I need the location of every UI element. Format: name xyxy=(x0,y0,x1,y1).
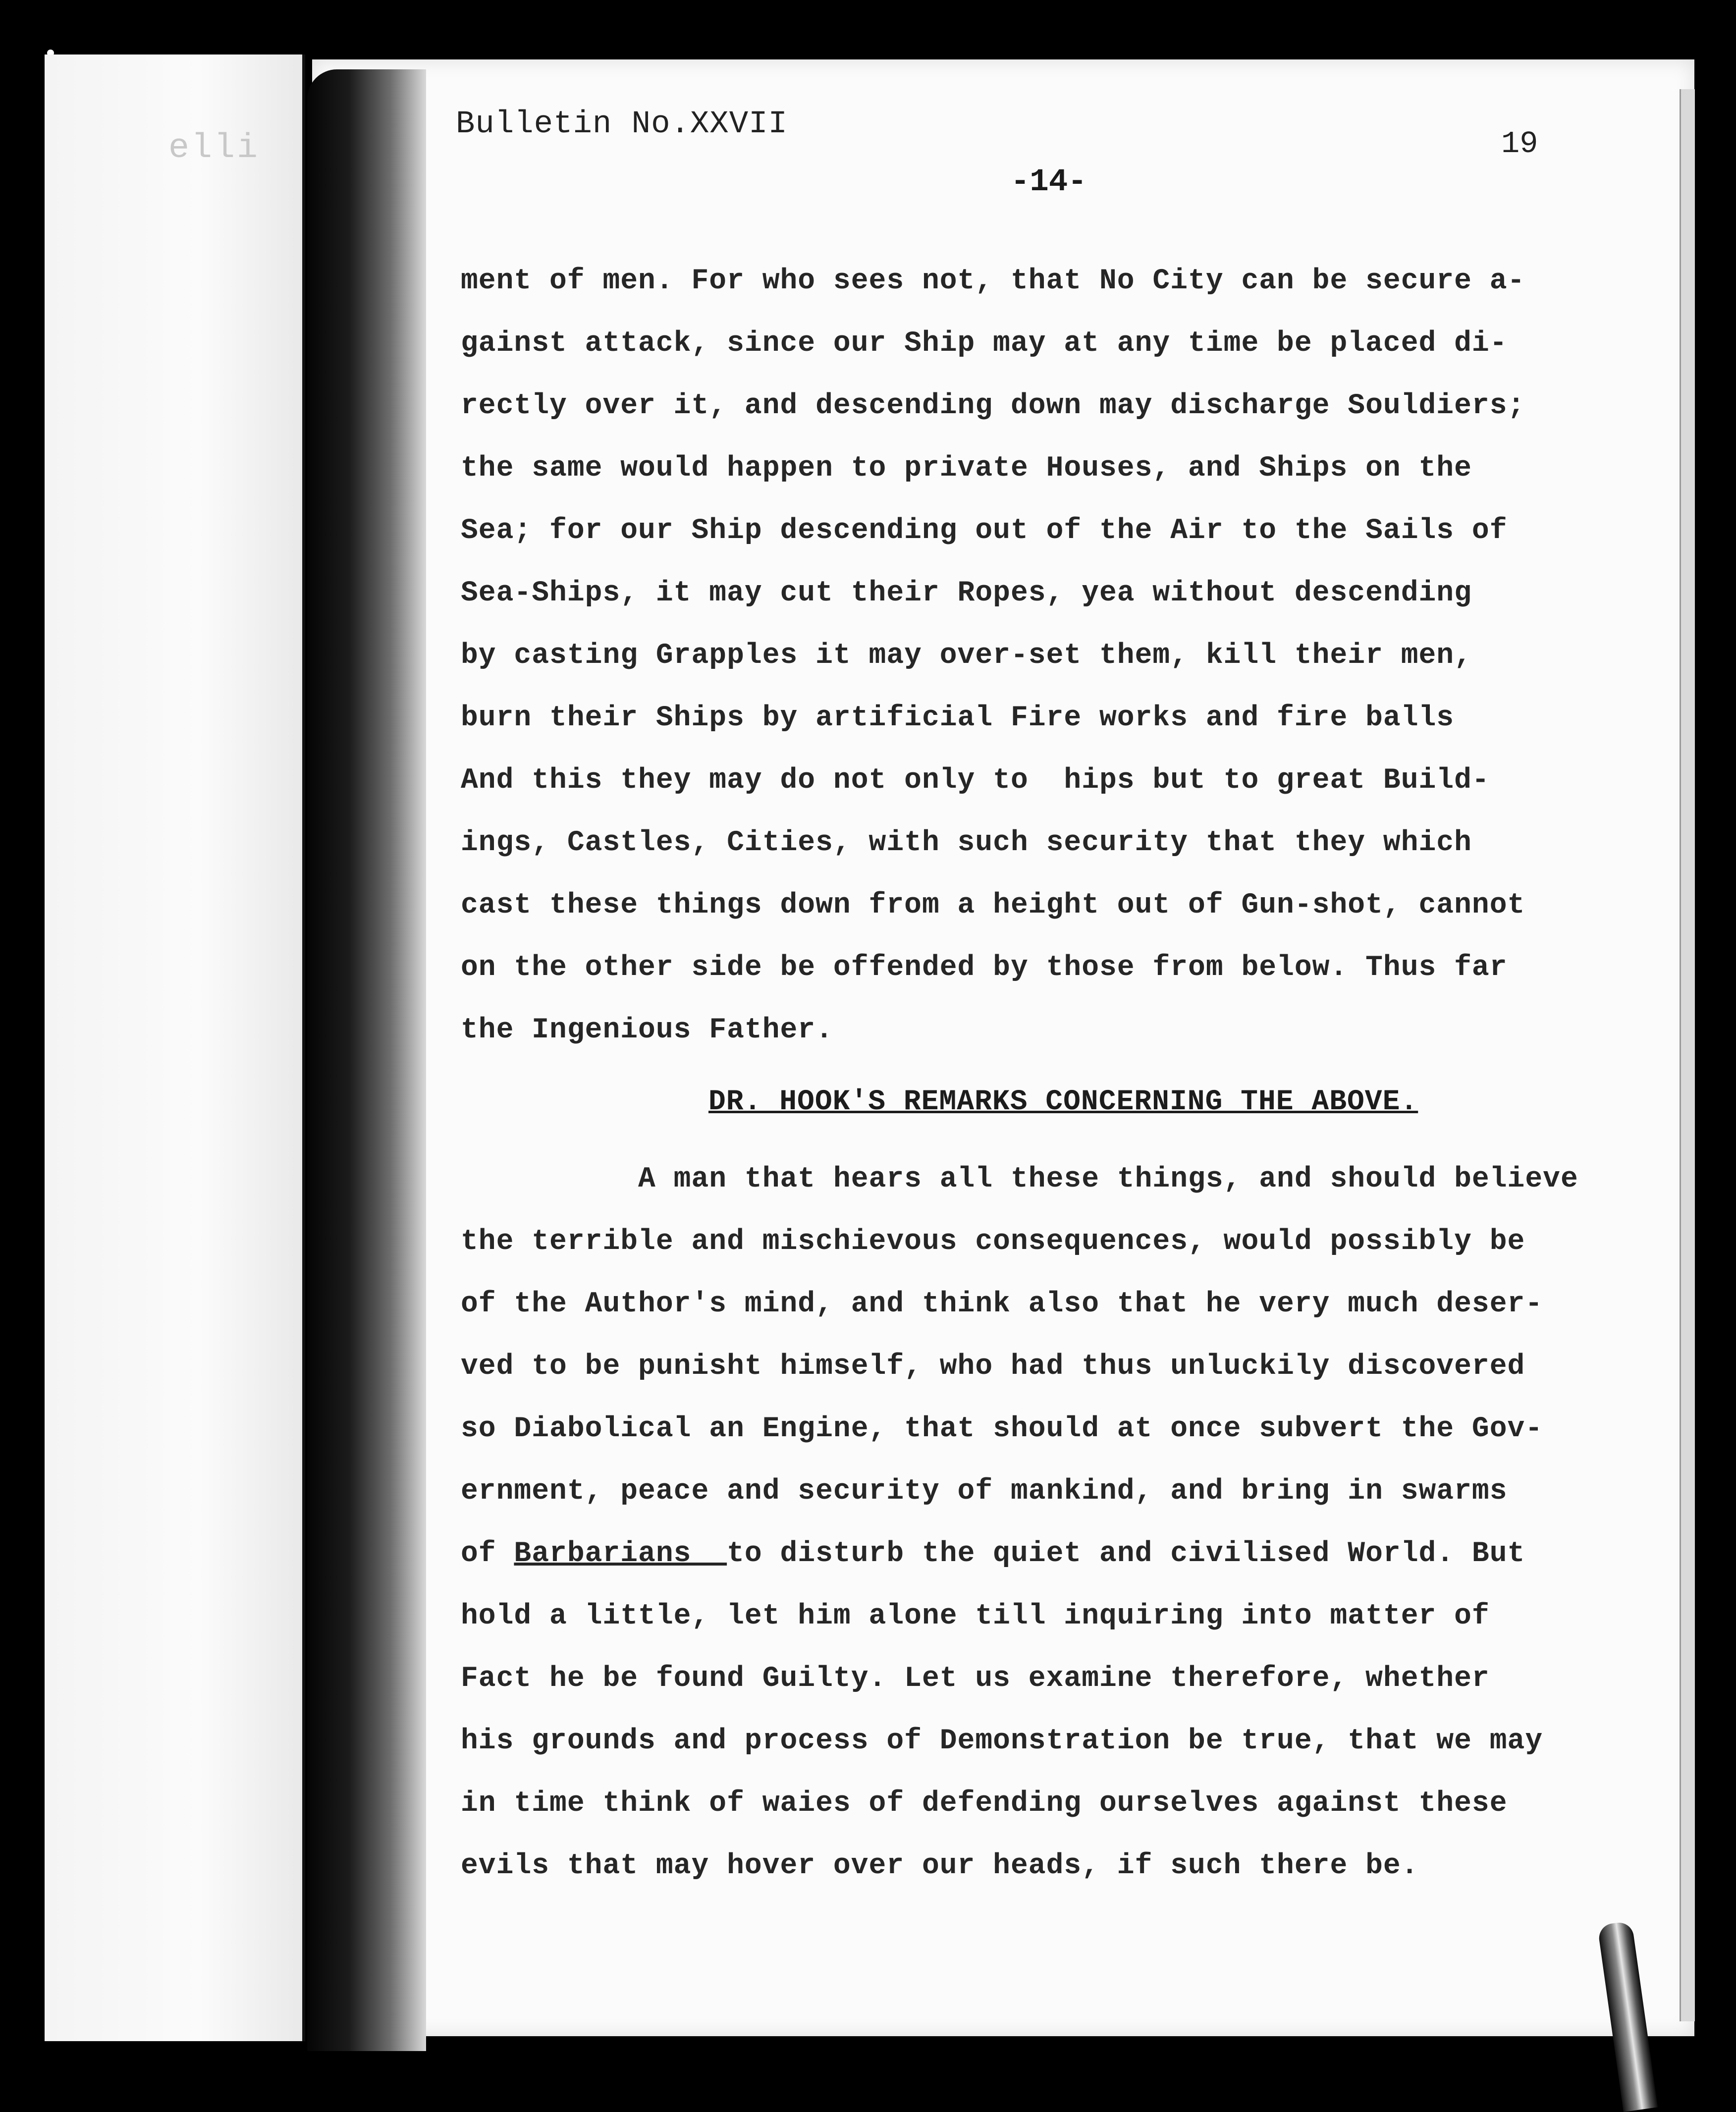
text-line: the same would happen to private Houses, and Ships on the xyxy=(461,452,1472,485)
previous-page-ghost-text: elli xyxy=(168,129,260,168)
spine-shadow xyxy=(307,69,426,2051)
text-line: A man that hears all these things, and should believe xyxy=(461,1163,1578,1195)
text-line: burn their Ships by artificial Fire works and fire balls xyxy=(461,702,1455,734)
text-line-barbarians xyxy=(461,1523,1615,1585)
paragraph-two xyxy=(461,1148,1615,1897)
text-line: the Ingenious Father. xyxy=(461,1014,833,1046)
text-line: hold a little, let him alone till inquiring into matter of xyxy=(461,1600,1490,1632)
text-line: Sea; for our Ship descending out of the Air to the Sails of xyxy=(461,515,1508,547)
text-line: cast these things down from a height out of Gun-shot, cannot xyxy=(461,889,1525,921)
page-stack-edge xyxy=(1680,89,1695,2021)
text-line: so Diabolical an Engine, that should at once subvert the Gov- xyxy=(461,1413,1543,1445)
text-line: evils that may hover over our heads, if such there be. xyxy=(461,1850,1419,1882)
text-line: the terrible and mischievous consequences, would possibly be xyxy=(461,1226,1525,1258)
text-line: by casting Grapples it may over-set them, kill their men, xyxy=(461,640,1472,672)
paragraph-one xyxy=(461,250,1615,1062)
page-number-right: 19 xyxy=(1501,126,1538,162)
text-line: And this they may do not only to hips but to great Build- xyxy=(461,764,1490,797)
line-prefix: of xyxy=(461,1538,514,1570)
text-line: Fact he be found Guilty. Let us examine therefore, whether xyxy=(461,1663,1490,1695)
text-line: rectly over it, and descending down may discharge Souldiers; xyxy=(461,390,1525,422)
text-line: ings, Castles, Cities, with such security that they which xyxy=(461,827,1472,859)
line-suffix: to disturb the quiet and civilised World. But xyxy=(727,1538,1525,1570)
text-line: ment of men. For who sees not, that No City can be secure a- xyxy=(461,265,1525,297)
text-line: on the other side be offended by those from below. Thus far xyxy=(461,952,1508,984)
text-line: ved to be punisht himself, who had thus unluckily discovered xyxy=(461,1351,1525,1383)
bulletin-header: Bulletin No.XXVII xyxy=(456,107,788,142)
page-number-center: -14- xyxy=(1011,164,1087,200)
section-heading: DR. HOOK'S REMARKS CONCERNING THE ABOVE. xyxy=(708,1086,1418,1118)
text-line: of the Author's mind, and think also that he very much deser- xyxy=(461,1288,1543,1320)
text-line: gainst attack, since our Ship may at any time be placed di- xyxy=(461,327,1508,360)
underlined-word: Barbarians xyxy=(514,1538,727,1570)
text-line: ernment, peace and security of mankind, and bring in swarms xyxy=(461,1475,1508,1508)
previous-page-edge xyxy=(45,54,305,2041)
text-line: Sea-Ships, it may cut their Ropes, yea without descending xyxy=(461,577,1472,609)
text-line: in time think of waies of defending ourselves against these xyxy=(461,1787,1508,1820)
text-line: his grounds and process of Demonstration be true, that we may xyxy=(461,1725,1543,1757)
